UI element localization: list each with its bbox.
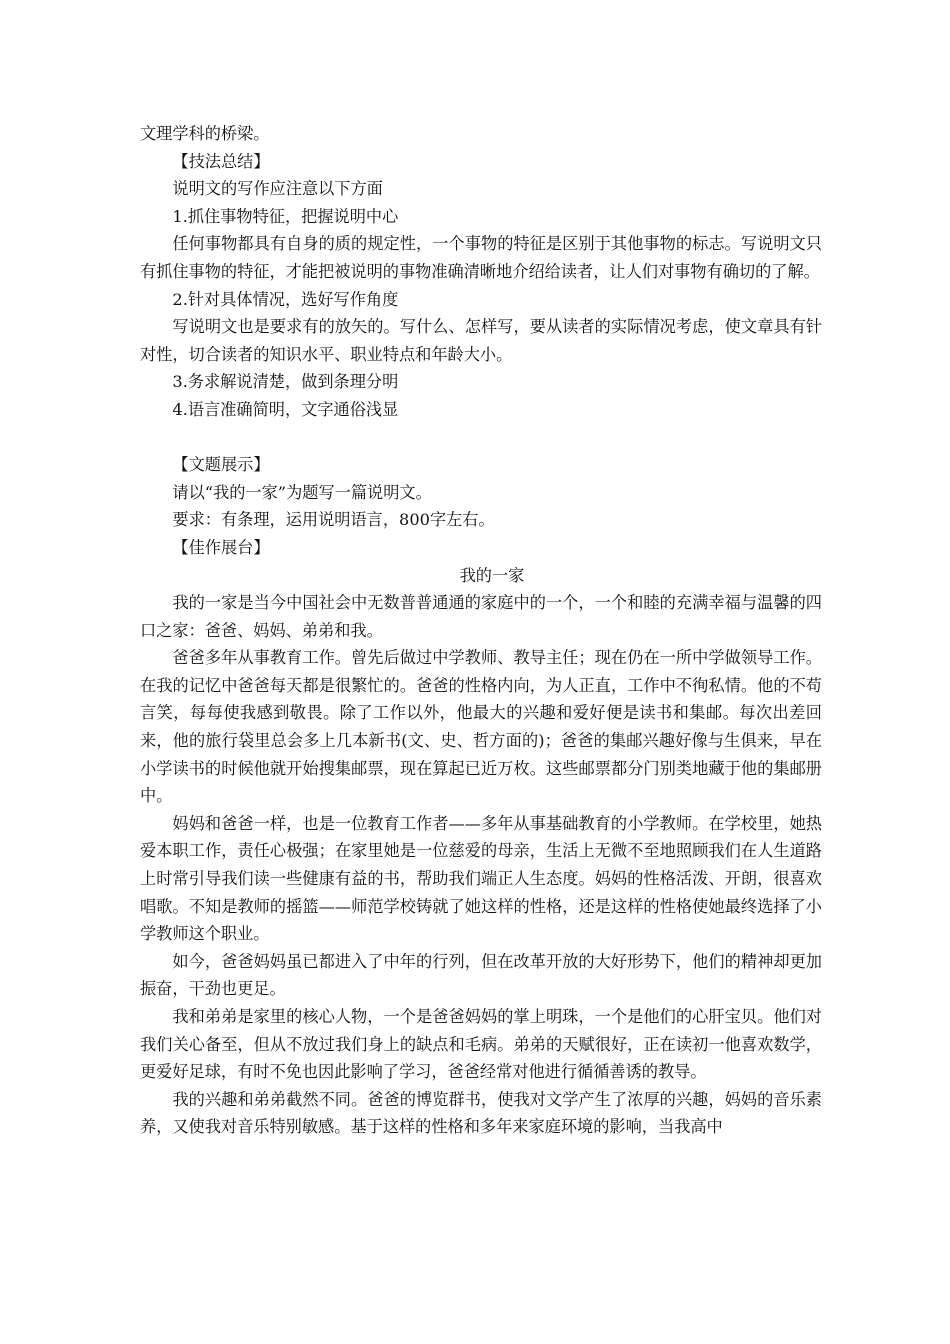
essay-paragraph: 我的一家是当今中国社会中无数普普通通的家庭中的一个，一个和睦的充满幸福与温馨的四口之家：爸爸、妈妈、弟弟和我。 bbox=[140, 593, 822, 640]
essay-paragraph: 我的兴趣和弟弟截然不同。爸爸的博览群书，使我对文学产生了浓厚的兴趣，妈妈的音乐素养，又使我对音乐特别敏感。基于这样的性格和多年来家庭环境的影响，当我高中 bbox=[140, 1089, 822, 1137]
prompt-requirement: 要求：有条理，运用说明语言，800字左右。 bbox=[172, 510, 495, 530]
lead-line: 文理学科的桥梁。 bbox=[140, 124, 270, 143]
section-spacer bbox=[140, 424, 822, 452]
section-heading-prompt: 【文题展示】 bbox=[172, 455, 270, 475]
essay-title: 我的一家 bbox=[459, 565, 525, 585]
technique-point-2-body: 写说明文也是要求有的放矢的。写什么、怎样写，要从读者的实际情况考虑，使文章具有针对性，切合读者的知识水平、职业特点和年龄大小。 bbox=[140, 317, 822, 364]
technique-point-2-heading: 2.针对具体情况，选好写作角度 bbox=[172, 289, 399, 309]
essay-paragraph: 如今，爸爸妈妈虽已都进入了中年的行列，但在改革开放的大好形势下，他们的精神却更加振奋，干劲也更足。 bbox=[140, 951, 822, 999]
technique-point-1-heading: 1.抓住事物特征，把握说明中心 bbox=[172, 206, 399, 226]
technique-point-1-body: 任何事物都具有自身的质的规定性，一个事物的特征是区别于其他事物的标志。写说明文只有抓住事物的特征，才能把被说明的事物准确清晰地介绍给读者，让人们对事物有确切的了解。 bbox=[140, 234, 822, 281]
essay-paragraph: 妈妈和爸爸一样，也是一位教育工作者——多年从事基础教育的小学教师。在学校里，她热爱本职工作，责任心极强；在家里她是一位慈爱的母亲，生活上无微不至地照顾我们在人生道路上时常引导我们读一些健康有益的书，帮助我们端正人生态度。妈妈的性格活泼、开朗，很喜欢唱歌。不知是教师的摇篮——师范学校铸就了她这样的性格，还是这样的性格使她最终选择了小学教师这个职业。 bbox=[140, 813, 822, 944]
technique-intro: 说明文的写作应注意以下方面 bbox=[172, 179, 383, 199]
essay-paragraph: 我和弟弟是家里的核心人物，一个是爸爸妈妈的掌上明珠，一个是他们的心肝宝贝。他们对我们关心备至，但从不放过我们身上的缺点和毛病。弟弟的天赋很好，正在读初一他喜欢数学，更爱好足球，有时不免也因此影响了学习，爸爸经常对他进行循循善诱的教导。 bbox=[140, 1007, 822, 1082]
document-page bbox=[140, 120, 822, 1141]
prompt-text: 请以“我的一家”为题写一篇说明文。 bbox=[172, 482, 432, 502]
section-heading-technique: 【技法总结】 bbox=[172, 151, 270, 171]
technique-point-4-heading: 4.语言准确简明，文字通俗浅显 bbox=[172, 399, 399, 419]
essay-paragraph: 爸爸多年从事教育工作。曾先后做过中学教师、教导主任；现在仍在一所中学做领导工作。在我的记忆中爸爸每天都是很繁忙的。爸爸的性格内向，为人正直，工作中不徇私情。他的不苟言笑，每每使我感到敬畏。除了工作以外，他最大的兴趣和爱好便是读书和集邮。每次出差回来，他的旅行袋里总会多上几本新书(文、史、哲方面的)；爸爸的集邮兴趣好像与生俱来，早在小学读书的时候他就开始搜集邮票，现在算起已近万枚。这些邮票都分门别类地藏于他的集邮册中。 bbox=[140, 648, 822, 806]
technique-point-3-heading: 3.务求解说清楚，做到条理分明 bbox=[172, 372, 399, 392]
section-heading-showcase: 【佳作展台】 bbox=[172, 537, 270, 557]
